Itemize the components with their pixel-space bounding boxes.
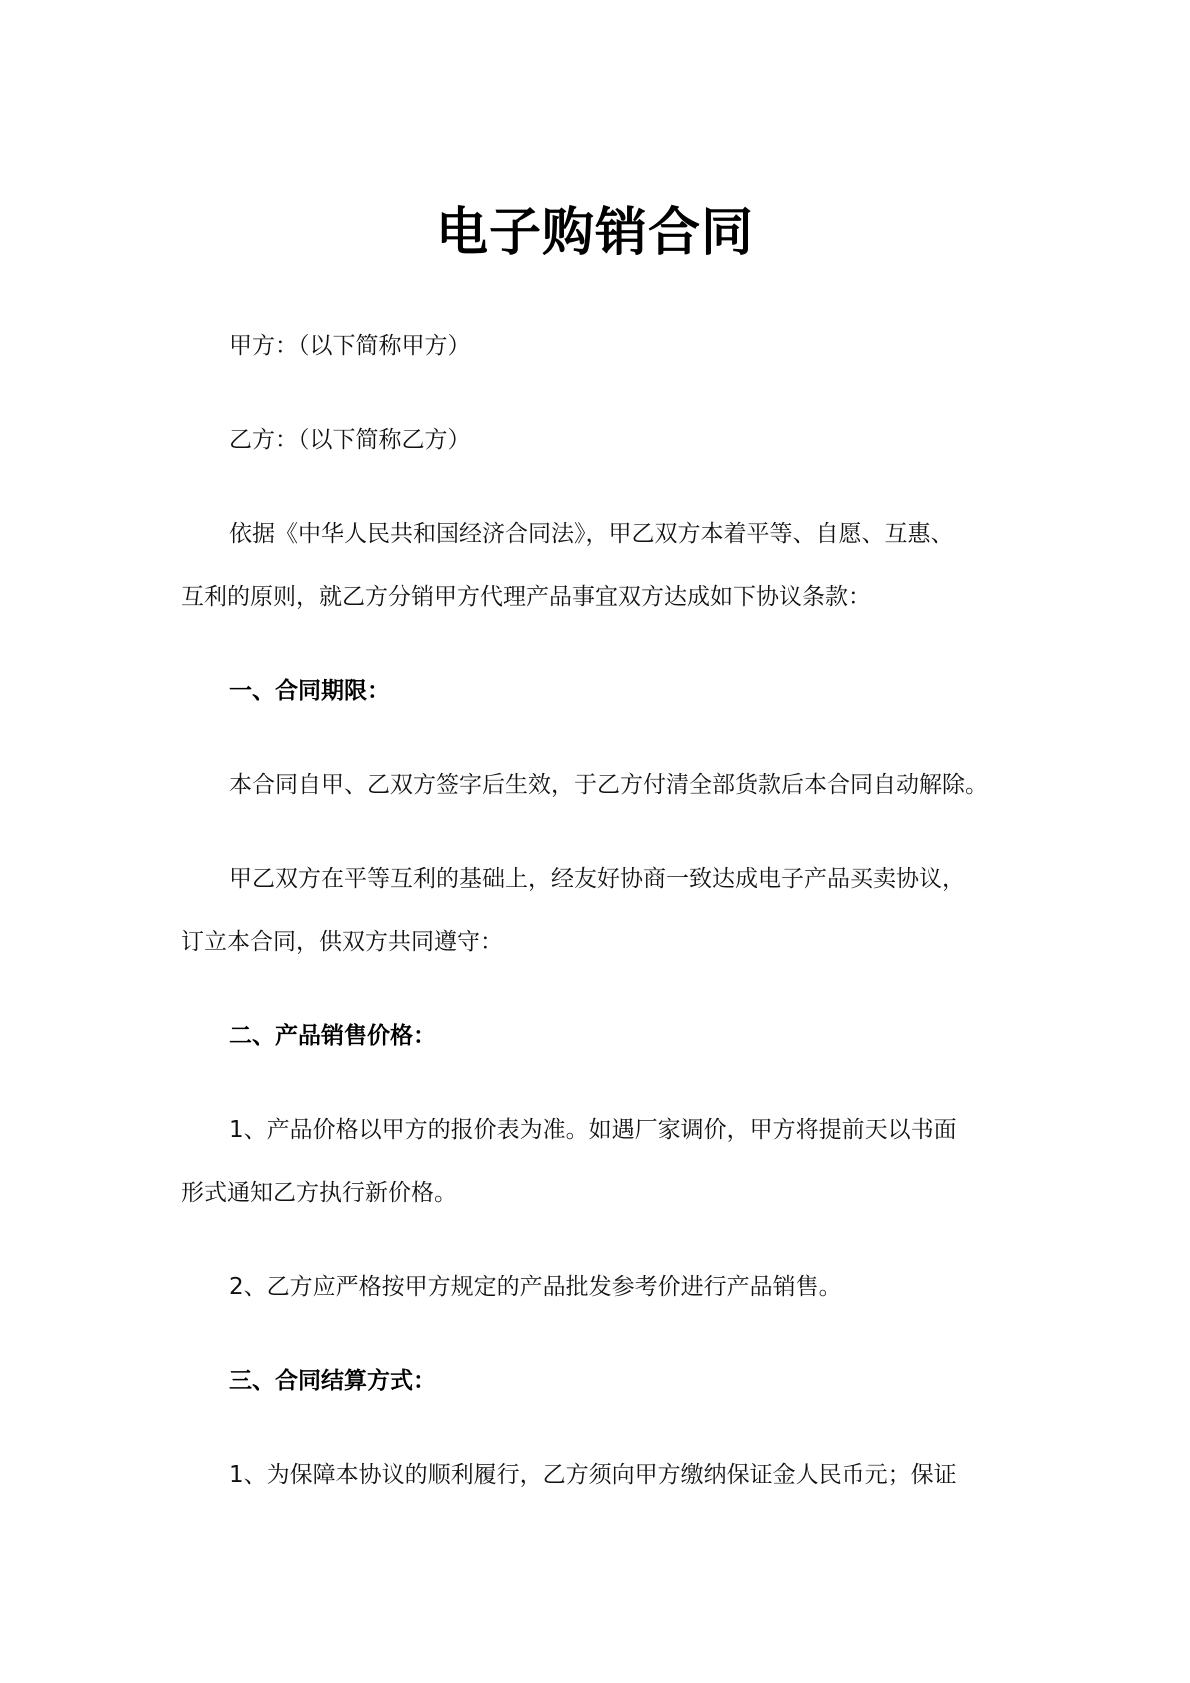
agreement-line-1: 甲乙双方在平等互利的基础上，经友好协商一致达成电子产品买卖协议，	[229, 866, 965, 892]
section-heading-settlement: 三、合同结算方式：	[229, 1368, 436, 1394]
term-paragraph: 本合同自甲、乙双方签字后生效，于乙方付清全部货款后本合同自动解除。	[229, 772, 988, 798]
price-item-2: 2、乙方应严格按甲方规定的产品批发参考价进行产品销售。	[229, 1274, 842, 1300]
preamble-line-2: 互利的原则，就乙方分销甲方代理产品事宜双方达成如下协议条款：	[181, 584, 871, 610]
preamble-line-1: 依据《中华人民共和国经济合同法》，甲乙双方本着平等、自愿、互惠、	[229, 521, 954, 547]
price-item-1-line-1: 1、产品价格以甲方的报价表为准。如遇厂家调价，甲方将提前天以书面	[229, 1117, 957, 1143]
document-title: 电子购销合同	[435, 203, 754, 263]
section-heading-price: 二、产品销售价格：	[229, 1023, 436, 1049]
settlement-item-1-line-1: 1、为保障本协议的顺利履行，乙方须向甲方缴纳保证金人民币元；保证	[229, 1462, 957, 1488]
price-item-1-line-2: 形式通知乙方执行新价格。	[181, 1180, 457, 1206]
party-a-line: 甲方：（以下简称甲方）	[229, 333, 471, 359]
section-heading-term: 一、合同期限：	[229, 678, 390, 704]
agreement-line-2: 订立本合同，供双方共同遵守：	[181, 929, 503, 955]
party-b-line: 乙方：（以下简称乙方）	[229, 427, 471, 453]
